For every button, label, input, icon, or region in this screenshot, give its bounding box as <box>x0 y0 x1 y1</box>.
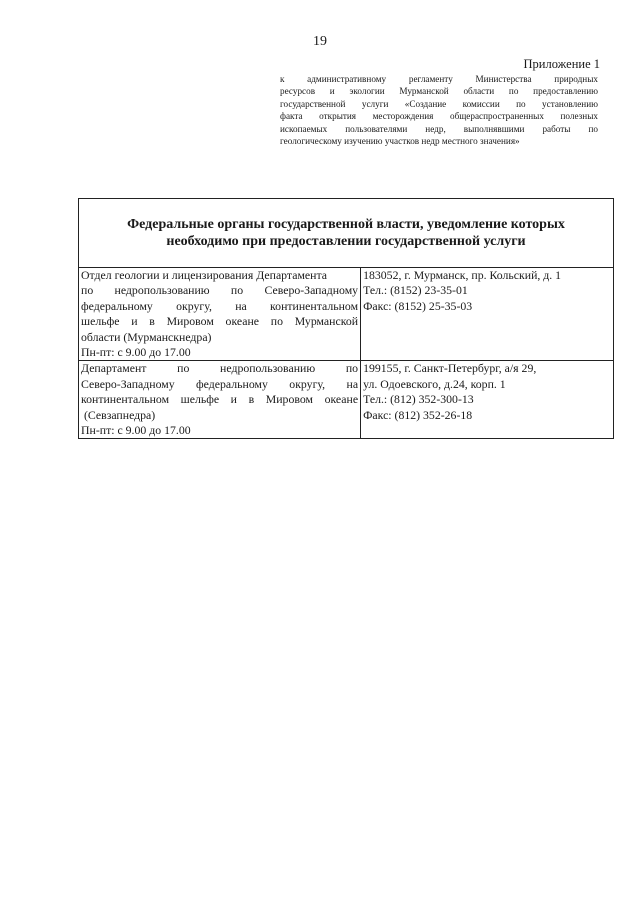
caption-line: государственной услуги «Создание комиссии по установлению <box>280 98 598 109</box>
org-line: шельфе и в Мировом океане по Мурманской <box>81 314 359 329</box>
federal-authorities-table <box>78 198 614 439</box>
table-header-row <box>79 199 614 268</box>
org-line: федеральному округу, на континентальном <box>81 298 359 313</box>
table-header-line: необходимо при предоставлении государственной услуги <box>166 234 526 249</box>
caption-line: к административному регламенту Министерства природных <box>280 74 598 84</box>
org-line: Северо-Западному федеральному округу, на <box>81 376 359 391</box>
table-row <box>79 268 614 361</box>
contact-address: 183052, г. Мурманск, пр. Кольский, д. 1 <box>363 268 562 282</box>
caption-line: факта открытия месторождения общераспространенных полезных <box>280 111 598 122</box>
org-hours: Пн-пт: с 9.00 до 17.00 <box>81 423 191 438</box>
contact-fax: Факс: (812) 352-26-18 <box>363 407 473 422</box>
caption-line: геологическому изучению участков недр местного значения» <box>280 136 520 147</box>
contact-cell <box>361 268 614 361</box>
contact-fax: Факс: (8152) 25-35-03 <box>363 298 473 313</box>
contact-address: 199155, г. Санкт-Петербург, а/я 29, <box>363 361 537 376</box>
org-hours: Пн-пт: с 9.00 до 17.00 <box>81 345 191 360</box>
org-line: Департамент по недропользованию по <box>81 361 359 376</box>
contact-phone: Тел.: (812) 352-300-13 <box>363 392 474 407</box>
contact-cell <box>361 361 614 439</box>
page-number: 19 <box>313 34 327 49</box>
contact-phone: Тел.: (8152) 23-35-01 <box>363 283 468 298</box>
caption-line: ресурсов и экологии Мурманской области по предоставлению <box>280 86 598 97</box>
caption-line: ископаемых пользователями недр, выполнявшими работы по <box>280 123 598 134</box>
table-header-line: Федеральные органы государственной власти, уведомление которых <box>127 217 565 232</box>
contact-address: ул. Одоевского, д.24, корп. 1 <box>363 376 506 391</box>
org-line: континентальном шельфе и в Мировом океане <box>81 392 359 407</box>
org-cell <box>79 361 361 439</box>
org-line: области (Мурманскнедра) <box>81 329 212 344</box>
org-line: по недропользованию по Северо-Западному <box>81 283 359 298</box>
appendix-caption <box>280 73 598 147</box>
org-cell <box>79 268 361 361</box>
appendix-title: Приложение 1 <box>523 57 600 71</box>
org-line: Отдел геологии и лицензирования Департамента <box>81 268 328 282</box>
org-line: (Севзапнедра) <box>81 407 156 422</box>
table-header <box>79 199 614 268</box>
table-row <box>79 361 614 439</box>
